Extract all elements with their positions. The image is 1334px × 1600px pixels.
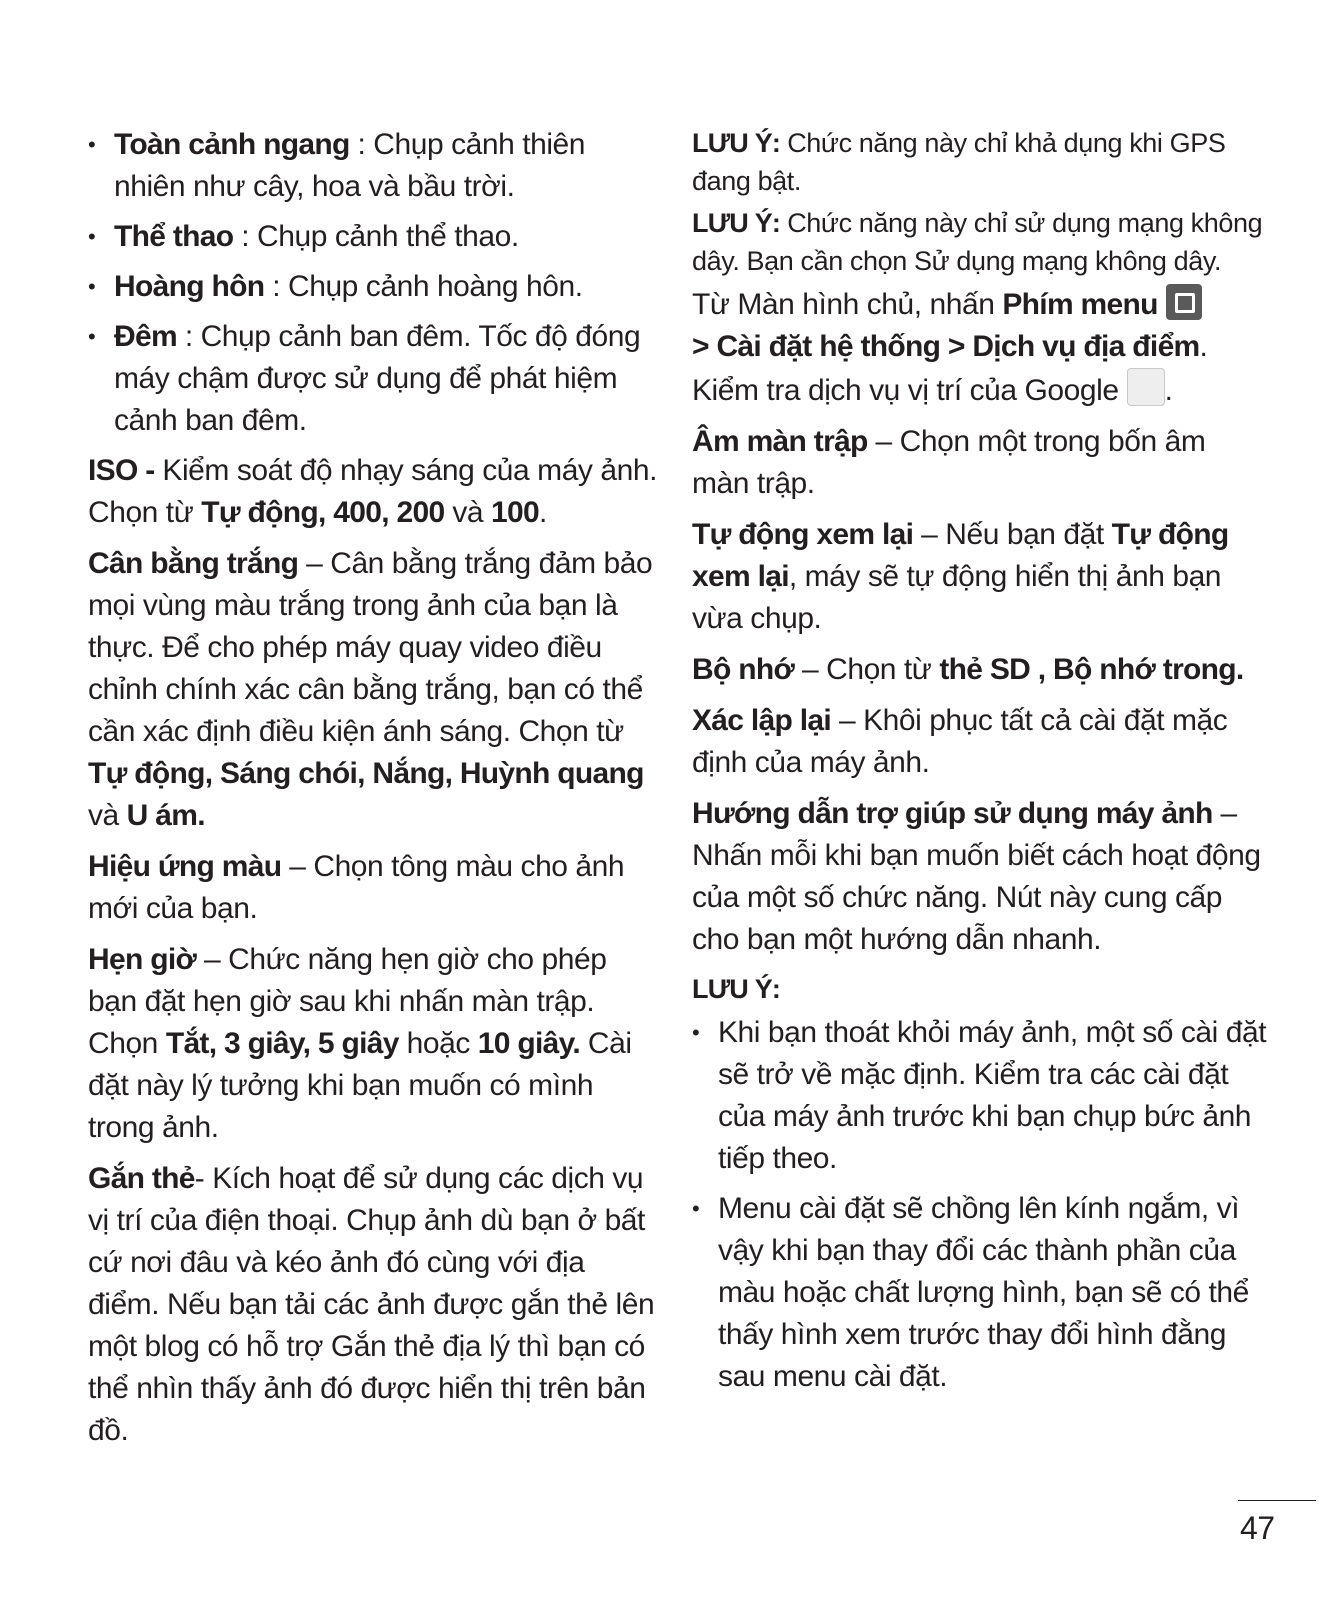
text: – Nhấn mỗi khi bạn muốn biết cách hoạt động của một số chức năng. Nút này cung cấp cho bạn một hướng dẫn nhanh. [692, 797, 1261, 956]
bullet-term: Toàn cảnh ngang [114, 128, 350, 161]
settings-path: > Cài đặt hệ thống > Dịch vụ địa điểm [692, 330, 1200, 363]
conjunction: và [444, 496, 492, 529]
bullet-dot: • [692, 1020, 700, 1045]
location-path-paragraph [692, 284, 1268, 412]
bullet-text: Khi bạn thoát khỏi máy ảnh, một số cài đặt sẽ trở về mặc định. Kiểm tra các cài đặt của máy ảnh trước khi bạn chụp bức ảnh tiếp theo. [718, 1016, 1267, 1175]
end: Cài đặt này lý tưởng khi bạn muốn có mình trong ảnh. [88, 1027, 632, 1144]
note-label: LƯU Ý: [692, 974, 781, 1004]
menu-key-icon [1166, 284, 1202, 320]
list-item [692, 1188, 1268, 1398]
bullet-dot: • [88, 274, 96, 299]
term: Âm màn trập [692, 425, 868, 458]
list-item [88, 124, 658, 208]
list-item [692, 1012, 1268, 1180]
text: Từ Màn hình chủ, nhấn [692, 288, 1003, 321]
last-option: U ám. [126, 799, 205, 832]
term: Tự động xem lại [692, 518, 914, 551]
text: - Kích hoạt để sử dụng các dịch vụ vị trí của điện thoại. Chụp ảnh dù bạn ở bất cứ nơi đâu và kéo ảnh đó cùng với địa điểm. Nếu bạn tải các ảnh được gắn thẻ lên một blog có hỗ trợ Gắn thẻ địa lý thì bạn có thể nhìn thấy ảnh đó được hiển thị trên bản đồ. [88, 1162, 655, 1447]
auto-review-paragraph [692, 514, 1268, 640]
term: Xác lập lại [692, 704, 832, 737]
term: Hẹn giờ [88, 943, 197, 976]
bullet-text: : Chụp cảnh thể thao. [233, 220, 519, 253]
bullet-dot: • [88, 132, 96, 157]
options: Tự động, Sáng chói, Nắng, Huỳnh quang [88, 757, 644, 790]
last-option: 100 [491, 496, 539, 529]
left-column [88, 124, 658, 1461]
text: – Chức năng hẹn giờ cho phép bạn đặt hẹn giờ sau khi nhấn màn trập. Chọn [88, 943, 607, 1060]
geotag-paragraph [88, 1158, 658, 1452]
list-item [88, 316, 658, 442]
right-column [692, 124, 1268, 1406]
reset-paragraph [692, 700, 1268, 784]
text: – Nếu bạn đặt [913, 518, 1112, 551]
term: Hướng dẫn trợ giúp sử dụng máy ảnh [692, 797, 1213, 830]
term: Gắn thẻ [88, 1162, 195, 1195]
bullet-term: Hoàng hôn [114, 270, 265, 303]
term: ISO - [88, 454, 155, 487]
bullet-dot: • [88, 224, 96, 249]
timer-paragraph [88, 939, 658, 1149]
bullet-text: : Chụp cảnh thiên nhiên như cây, hoa và bầu trời. [114, 128, 586, 203]
dot: . [1199, 330, 1208, 363]
menu-key-label: Phím menu [1002, 288, 1158, 321]
term: Cân bằng trắng [88, 547, 299, 580]
note-text: Chức năng này chỉ sử dụng mạng không dây. Bạn cần chọn Sử dụng mạng không dây. [692, 208, 1263, 276]
color-effect-paragraph [88, 846, 658, 930]
iso-paragraph [88, 450, 658, 534]
term-2: Tự động xem lại [692, 518, 1229, 593]
bullet-text: : Chụp cảnh ban đêm. Tốc độ đóng máy chậm được sử dụng để phát hiệm cảnh ban đêm. [114, 320, 641, 437]
bullet-text: : Chụp cảnh hoàng hôn. [264, 270, 583, 303]
bullet-term: Thể thao [114, 220, 234, 253]
page-number: 47 [1240, 1510, 1275, 1546]
checkbox-icon [1127, 368, 1165, 406]
text: – Khôi phục tất cả cài đặt mặc định của máy ảnh. [692, 704, 1228, 779]
page-number-rule [1238, 1500, 1316, 1501]
note-wireless [692, 204, 1268, 280]
options: Tự động, 400, 200 [201, 496, 445, 529]
text: – Chọn từ [794, 653, 940, 686]
end: . [538, 496, 547, 529]
bullet-dot: • [692, 1196, 700, 1221]
storage-paragraph [692, 649, 1268, 691]
term: Bộ nhớ [692, 653, 795, 686]
note-heading [692, 970, 1268, 1008]
end: . [1164, 374, 1173, 407]
note-text: Chức năng này chỉ khả dụng khi GPS đang bật. [692, 128, 1226, 196]
help-paragraph [692, 793, 1268, 961]
list-item [88, 266, 658, 308]
list-item [88, 216, 658, 258]
white-balance-paragraph [88, 543, 658, 837]
options: thẻ SD , Bộ nhớ trong. [939, 653, 1244, 686]
text-2: , máy sẽ tự động hiển thị ảnh bạn vừa chụp. [692, 560, 1222, 635]
check-text: Kiểm tra dịch vụ vị trí của Google [692, 374, 1119, 407]
conjunction: và [88, 799, 127, 832]
note-label: LƯU Ý: [692, 208, 781, 238]
text: – Chọn một trong bốn âm màn trập. [692, 425, 1206, 500]
last-option: 10 giây. [477, 1027, 581, 1060]
text: – Cân bằng trắng đảm bảo mọi vùng màu trắng trong ảnh của bạn là thực. Để cho phép máy quay video điều chỉnh chính xác cân bằng trắng, bạn có thể cần xác định điều kiện ánh sáng. Chọn từ [88, 547, 653, 748]
bullet-dot: • [88, 324, 96, 349]
shutter-paragraph [692, 421, 1268, 505]
conjunction: hoặc [398, 1027, 478, 1060]
term: Hiệu ứng màu [88, 850, 282, 883]
note-label: LƯU Ý: [692, 128, 781, 158]
options: Tắt, 3 giây, 5 giây [165, 1027, 399, 1060]
bullet-text: Menu cài đặt sẽ chồng lên kính ngắm, vì vậy khi bạn thay đổi các thành phần của màu hoặc chất lượng hình, bạn sẽ có thể thấy hình xem trước thay đổi hình đằng sau menu cài đặt. [718, 1192, 1249, 1393]
note-gps [692, 124, 1268, 200]
text: Kiểm soát độ nhạy sáng của máy ảnh. Chọn từ [88, 454, 657, 529]
text: – Chọn tông màu cho ảnh mới của bạn. [88, 850, 625, 925]
bullet-term: Đêm [114, 320, 177, 353]
